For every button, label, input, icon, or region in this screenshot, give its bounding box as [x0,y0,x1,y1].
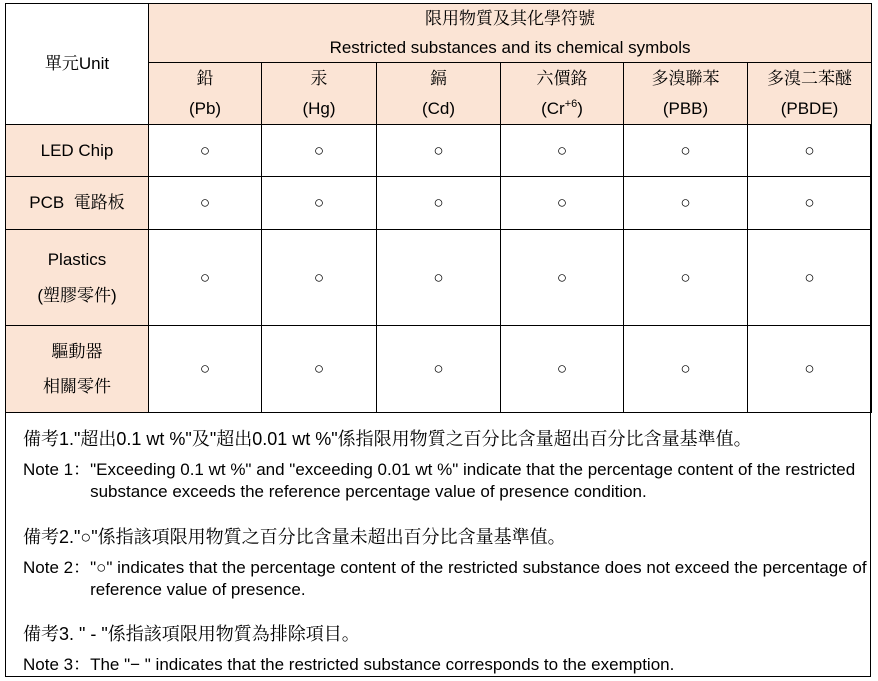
table-row [6,177,872,230]
mark-cell: ○ [262,326,377,413]
note-3-label: Note 3： [23,655,91,674]
mark-cell: ○ [149,326,262,413]
note-2-text: "○" indicates that the percentage content of the restricted substance does not exceed the percentage of reference value of presence. [90,558,867,599]
symbol-prefix: (Cr [541,98,565,118]
mark-cell: ○ [377,177,501,230]
note-1-text: "Exceeding 0.1 wt %" and "exceeding 0.01 wt %" indicate that the percentage content of the restricted substance exceeds the reference percentage value of presence condition. [90,460,856,501]
mark-cell: ○ [149,230,262,326]
mark-cell: ○ [624,326,748,413]
substance-symbol: (PBB) [662,98,709,118]
note-1 [23,459,868,503]
table-row [6,326,872,413]
substance-header-pbde [748,63,872,125]
substance-symbol: (Pb) [188,98,222,118]
component-label-cell [6,177,149,230]
notes-section [23,425,868,676]
mark-cell: ○ [377,326,501,413]
mark-cell: ○ [748,177,872,230]
mark-cell: ○ [501,326,624,413]
note-3-text: The "− " indicates that the restricted substance corresponds to the exemption. [90,655,675,674]
component-label: Plastics [47,250,107,270]
note-2-label: Note 2： [23,558,91,577]
substance-header-mercury [262,63,377,125]
component-label-sub: (塑膠零件) [37,285,117,305]
substance-symbol [501,98,623,119]
mark-cell: ○ [262,125,377,177]
component-label-cell [6,125,149,177]
substance-header-lead [149,63,262,125]
substance-header-chromium [501,63,624,125]
substance-name: 多溴聯苯 [651,69,720,89]
substance-symbol: (Cd) [421,98,456,118]
component-label: 驅動器 [51,341,103,361]
mark-cell: ○ [748,230,872,326]
component-label-cell [6,230,149,326]
mark-cell: ○ [624,230,748,326]
unit-header-cell [6,4,149,125]
group-header-zh: 限用物質及其化學符號 [425,8,596,28]
symbol-suffix: ) [577,98,583,118]
unit-label: 單元Unit [44,54,110,74]
substance-name: 六價鉻 [536,69,588,89]
mark-cell: ○ [262,230,377,326]
substances-group-header [149,4,872,63]
substance-header-cadmium [377,63,501,125]
note-3-title: 備考3. " - "係指該項限用物質為排除項目。 [23,624,360,644]
mark-cell: ○ [377,230,501,326]
substance-name: 鎘 [430,69,447,89]
mark-cell: ○ [501,125,624,177]
mark-cell: ○ [624,177,748,230]
mark-cell: ○ [149,177,262,230]
symbol-superscript: +6 [564,97,578,110]
substance-header-pbb [624,63,748,125]
substance-name: 鉛 [196,69,214,89]
component-label: LED Chip [40,140,114,160]
mark-cell: ○ [748,326,872,413]
mark-cell: ○ [377,125,501,177]
mark-cell: ○ [501,230,624,326]
mark-cell: ○ [262,177,377,230]
note-3 [23,654,868,676]
component-label-sub: 相關零件 [43,377,111,396]
mark-cell: ○ [501,177,624,230]
mark-cell: ○ [748,125,872,177]
restricted-substances-table [5,3,872,413]
component-label: PCB 電路板 [29,193,125,213]
component-label-cell [6,326,149,413]
note-1-title: 備考1."超出0.1 wt %"及"超出0.01 wt %"係指限用物質之百分比含量超出百分比含量基準值。 [23,429,752,449]
substance-name: 多溴二苯醚 [767,69,853,89]
note-2-title: 備考2."○"係指該項限用物質之百分比含量未超出百分比含量基準值。 [23,527,566,547]
substance-name: 汞 [310,69,328,89]
table-row [6,125,872,177]
note-1-label: Note 1： [23,460,91,479]
group-header-en: Restricted substances and its chemical symbols [329,38,691,57]
table-row [6,230,872,326]
note-2 [23,557,868,601]
substance-symbol: (PBDE) [780,98,839,118]
mark-cell: ○ [624,125,748,177]
substance-symbol: (Hg) [302,98,336,118]
mark-cell: ○ [149,125,262,177]
